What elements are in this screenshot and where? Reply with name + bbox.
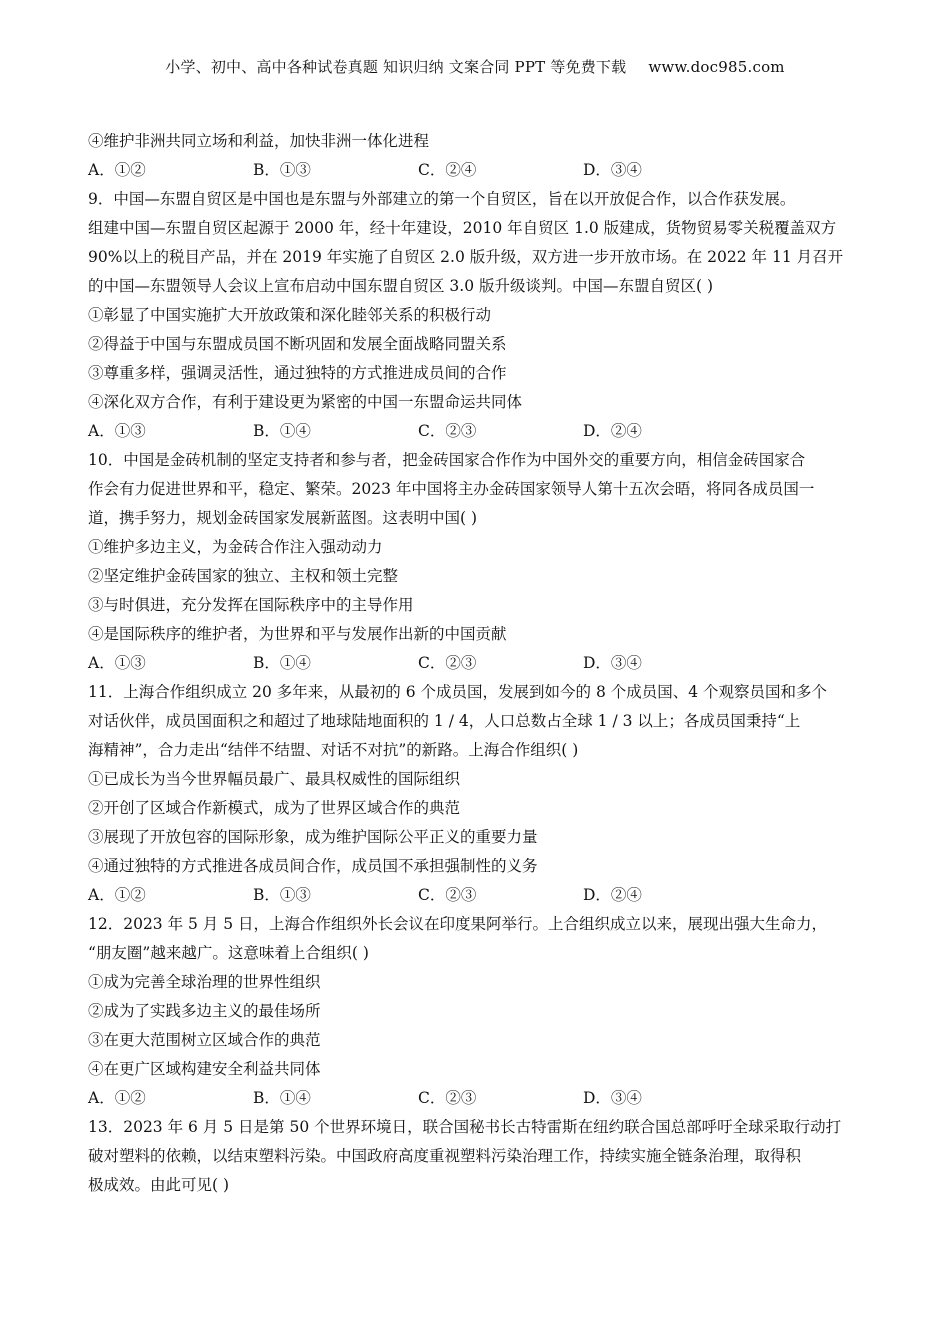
question-10 <box>88 446 866 678</box>
statement-item: ③尊重多样，强调灵活性，通过独特的方式推进成员间的合作 <box>88 364 507 382</box>
question-12 <box>88 910 866 1113</box>
question-stem-line: 组建中国—东盟自贸区起源于 2000 年，经十年建设，2010 年自贸区 1.0 版建成，货物贸易零关税覆盖双方 <box>88 219 837 237</box>
option-d: D．②④ <box>583 886 642 904</box>
prev-item-4: ④维护非洲共同立场和利益，加快非洲一体化进程 <box>88 132 430 150</box>
question-stem-line: 作会有力促进世界和平，稳定、繁荣。2023 年中国将主办金砖国家领导人第十五次会晤，将同各成员国一 <box>88 480 815 498</box>
question-stem-line: 破对塑料的依赖，以结束塑料污染。中国政府高度重视塑料污染治理工作，持续实施全链条治理，取得积 <box>88 1147 802 1165</box>
statement-item: ②开创了区域合作新模式，成为了世界区域合作的典范 <box>88 799 461 817</box>
question-stem-line: 极成效。由此可见( ) <box>88 1176 230 1194</box>
statement-item: ③展现了开放包容的国际形象，成为维护国际公平正义的重要力量 <box>88 828 538 846</box>
option-a: A．①② <box>88 1089 146 1107</box>
option-b: B．①④ <box>253 654 311 672</box>
answer-options <box>88 881 866 910</box>
statement-item: ①已成长为当今世界幅员最广、最具权威性的国际组织 <box>88 770 461 788</box>
option-c: C．②③ <box>418 1089 477 1107</box>
option-d: D．③④ <box>583 654 642 672</box>
question-stem-line: 12．2023 年 5 月 5 日，上海合作组织外长会议在印度果阿举行。上合组织成立以来，展现出强大生命力， <box>88 915 828 933</box>
question-stem-line: 11．上海合作组织成立 20 多年来，从最初的 6 个成员国，发展到如今的 8 个成员国、4 个观察员国和多个 <box>88 683 828 701</box>
question-stem-line: 道，携手努力，规划金砖国家发展新蓝图。这表明中国( ) <box>88 509 478 527</box>
option-c: C．②③ <box>418 422 477 440</box>
option-d: D．②④ <box>583 422 642 440</box>
statement-item: ①成为完善全球治理的世界性组织 <box>88 973 321 991</box>
statement-item: ④是国际秩序的维护者，为世界和平与发展作出新的中国贡献 <box>88 625 507 643</box>
question-stem-line: 的中国—东盟领导人会议上宣布启动中国东盟自贸区 3.0 版升级谈判。中国—东盟自贸区( ) <box>88 277 714 295</box>
question-13 <box>88 1113 866 1200</box>
option-a: A．①③ <box>88 422 146 440</box>
statement-item: ②成为了实践多边主义的最佳场所 <box>88 1002 321 1020</box>
question-stem-line: “朋友圈”越来越广。这意味着上合组织( ) <box>88 944 369 962</box>
option-d: D．③④ <box>583 1089 642 1107</box>
question-stem-line: 90%以上的税目产品，并在 2019 年实施了自贸区 2.0 版升级，双方进一步开放市场。在 2022 年 11 月召开 <box>88 248 844 266</box>
statement-item: ④通过独特的方式推进各成员间合作，成员国不承担强制性的义务 <box>88 857 538 875</box>
question-stem-line: 9．中国—东盟自贸区是中国也是东盟与外部建立的第一个自贸区，旨在以开放促合作，以合作获发展。 <box>88 190 796 208</box>
question-11 <box>88 678 866 910</box>
statement-item: ④深化双方合作，有利于建设更为紧密的中国一东盟命运共同体 <box>88 393 523 411</box>
question-stem-line: 海精神”，合力走出“结伴不结盟、对话不对抗”的新路。上海合作组织( ) <box>88 741 579 759</box>
option-a: A．①② <box>88 161 146 179</box>
exam-content <box>88 127 866 1200</box>
statement-item: ②坚定维护金砖国家的独立、主权和领土完整 <box>88 567 399 585</box>
option-a: A．①③ <box>88 654 146 672</box>
header-site: www.doc985.com <box>648 58 785 76</box>
statement-item: ③在更大范围树立区域合作的典范 <box>88 1031 321 1049</box>
question-stem-line: 13．2023 年 6 月 5 日是第 50 个世界环境日，联合国秘书长古特雷斯在纽约联合国总部呼吁全球采取行动打 <box>88 1118 842 1136</box>
option-b: B．①③ <box>253 886 311 904</box>
answer-options <box>88 649 866 678</box>
option-a: A．①② <box>88 886 146 904</box>
question-stem-line: 对话伙伴，成员国面积之和超过了地球陆地面积的 1 / 4，人口总数占全球 1 / 3 以上；各成员国秉持“上 <box>88 712 801 730</box>
option-d: D．③④ <box>583 161 642 179</box>
page-header <box>0 56 950 77</box>
question-stem-line: 10．中国是金砖机制的坚定支持者和参与者，把金砖国家合作作为中国外交的重要方向，相信金砖国家合 <box>88 451 806 469</box>
answer-options <box>88 1084 866 1113</box>
question-9 <box>88 185 866 446</box>
option-b: B．①③ <box>253 161 311 179</box>
prev-options <box>88 156 866 185</box>
statement-item: ①彰显了中国实施扩大开放政策和深化睦邻关系的积极行动 <box>88 306 492 324</box>
header-text: 小学、初中、高中各种试卷真题 知识归纳 文案合同 PPT 等免费下载 <box>165 58 627 76</box>
statement-item: ③与时俱进，充分发挥在国际秩序中的主导作用 <box>88 596 414 614</box>
option-b: B．①④ <box>253 422 311 440</box>
option-b: B．①④ <box>253 1089 311 1107</box>
option-c: C．②④ <box>418 161 477 179</box>
statement-item: ①维护多边主义，为金砖合作注入强动动力 <box>88 538 383 556</box>
statement-item: ④在更广区域构建安全利益共同体 <box>88 1060 321 1078</box>
answer-options <box>88 417 866 446</box>
statement-item: ②得益于中国与东盟成员国不断巩固和发展全面战略同盟关系 <box>88 335 507 353</box>
option-c: C．②③ <box>418 654 477 672</box>
option-c: C．②③ <box>418 886 477 904</box>
